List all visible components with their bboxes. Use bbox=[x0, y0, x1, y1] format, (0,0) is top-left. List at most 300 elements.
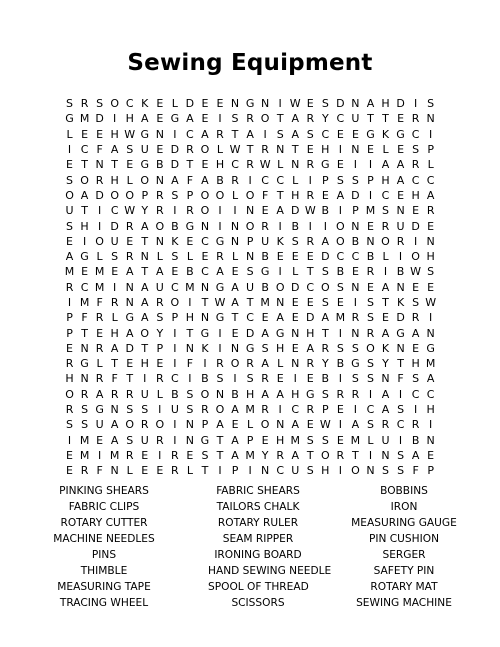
grid-letter[interactable]: A bbox=[231, 448, 239, 462]
grid-letter[interactable]: M bbox=[260, 296, 270, 309]
grid-letter[interactable]: C bbox=[186, 127, 194, 141]
grid-letter[interactable]: R bbox=[246, 112, 254, 126]
grid-letter[interactable]: I bbox=[278, 219, 282, 233]
grid-letter[interactable]: S bbox=[366, 372, 374, 386]
grid-letter[interactable]: H bbox=[276, 341, 285, 355]
grid-letter[interactable]: A bbox=[110, 418, 119, 432]
grid-letter[interactable]: M bbox=[94, 265, 105, 279]
grid-letter[interactable]: F bbox=[186, 357, 194, 371]
grid-letter[interactable]: O bbox=[65, 387, 74, 401]
grid-letter[interactable]: E bbox=[171, 265, 179, 279]
grid-letter[interactable]: A bbox=[396, 173, 405, 187]
grid-letter[interactable]: H bbox=[140, 357, 149, 371]
grid-letter[interactable]: B bbox=[366, 250, 375, 264]
grid-letter[interactable]: E bbox=[291, 296, 299, 309]
grid-letter[interactable]: A bbox=[306, 341, 315, 355]
grid-letter[interactable]: O bbox=[155, 219, 165, 233]
grid-letter[interactable]: I bbox=[97, 448, 102, 462]
grid-letter[interactable]: I bbox=[368, 448, 373, 462]
grid-letter[interactable]: M bbox=[290, 433, 300, 447]
grid-letter[interactable]: N bbox=[185, 418, 195, 432]
grid-letter[interactable]: N bbox=[125, 296, 134, 309]
grid-letter[interactable]: N bbox=[200, 311, 210, 325]
grid-letter[interactable]: B bbox=[261, 280, 269, 294]
grid-letter[interactable]: I bbox=[173, 433, 177, 447]
grid-letter[interactable]: Y bbox=[321, 112, 329, 126]
grid-letter[interactable]: S bbox=[186, 387, 194, 401]
grid-letter[interactable]: D bbox=[185, 97, 195, 111]
grid-letter[interactable]: S bbox=[66, 97, 74, 111]
grid-letter[interactable]: R bbox=[261, 403, 269, 417]
grid-letter[interactable]: R bbox=[186, 204, 194, 218]
grid-letter[interactable]: O bbox=[215, 188, 225, 202]
grid-letter[interactable]: P bbox=[66, 311, 73, 325]
grid-letter[interactable]: N bbox=[276, 143, 285, 157]
grid-letter[interactable]: R bbox=[366, 265, 375, 279]
grid-letter[interactable]: E bbox=[261, 204, 269, 218]
grid-letter[interactable]: E bbox=[261, 311, 269, 325]
grid-letter[interactable]: L bbox=[96, 357, 103, 371]
grid-letter[interactable]: O bbox=[351, 464, 360, 478]
grid-letter[interactable]: T bbox=[231, 127, 239, 141]
grid-letter[interactable]: H bbox=[381, 97, 390, 111]
grid-letter[interactable]: I bbox=[218, 219, 222, 233]
grid-letter[interactable]: R bbox=[65, 403, 74, 417]
grid-letter[interactable]: S bbox=[81, 418, 89, 432]
grid-letter[interactable]: R bbox=[95, 372, 104, 386]
grid-letter[interactable]: I bbox=[278, 97, 282, 111]
grid-letter[interactable]: R bbox=[381, 418, 390, 432]
grid-letter[interactable]: H bbox=[411, 357, 420, 371]
grid-letter[interactable]: O bbox=[80, 173, 89, 187]
grid-letter[interactable]: D bbox=[396, 311, 405, 325]
grid-letter[interactable]: G bbox=[321, 158, 330, 172]
grid-letter[interactable]: I bbox=[263, 127, 267, 141]
grid-letter[interactable]: B bbox=[321, 372, 330, 386]
grid-letter[interactable]: R bbox=[306, 188, 315, 202]
grid-letter[interactable]: U bbox=[155, 280, 164, 294]
grid-letter[interactable]: E bbox=[366, 143, 374, 157]
grid-letter[interactable]: C bbox=[411, 387, 420, 401]
grid-letter[interactable]: E bbox=[412, 204, 420, 218]
grid-letter[interactable]: C bbox=[246, 311, 254, 325]
grid-letter[interactable]: S bbox=[382, 464, 389, 478]
grid-letter[interactable]: E bbox=[201, 158, 209, 172]
grid-letter[interactable]: U bbox=[140, 387, 149, 401]
grid-letter[interactable]: M bbox=[350, 433, 361, 447]
grid-letter[interactable]: G bbox=[200, 433, 210, 447]
grid-letter[interactable]: S bbox=[366, 418, 374, 432]
grid-letter[interactable]: S bbox=[412, 143, 420, 157]
grid-letter[interactable]: E bbox=[96, 433, 104, 447]
grid-letter[interactable]: R bbox=[261, 372, 269, 386]
grid-letter[interactable]: L bbox=[96, 250, 103, 264]
grid-letter[interactable]: C bbox=[201, 265, 209, 279]
grid-letter[interactable]: S bbox=[66, 173, 74, 187]
grid-letter[interactable]: N bbox=[185, 433, 195, 447]
grid-letter[interactable]: E bbox=[336, 403, 344, 417]
grid-letter[interactable]: H bbox=[185, 311, 195, 325]
grid-letter[interactable]: U bbox=[351, 112, 360, 126]
grid-letter[interactable]: S bbox=[336, 173, 344, 187]
grid-letter[interactable]: Y bbox=[156, 326, 164, 340]
grid-letter[interactable]: A bbox=[291, 127, 299, 141]
grid-letter[interactable]: I bbox=[218, 341, 222, 355]
grid-letter[interactable]: M bbox=[79, 112, 90, 126]
grid-letter[interactable]: R bbox=[216, 250, 224, 264]
grid-letter[interactable]: S bbox=[351, 173, 359, 187]
grid-letter[interactable]: S bbox=[291, 234, 299, 248]
grid-letter[interactable]: M bbox=[94, 280, 105, 294]
grid-letter[interactable]: T bbox=[382, 112, 389, 126]
grid-letter[interactable]: S bbox=[81, 403, 89, 417]
grid-letter[interactable]: S bbox=[427, 97, 435, 111]
grid-letter[interactable]: I bbox=[368, 158, 373, 172]
grid-letter[interactable]: A bbox=[140, 112, 149, 126]
grid-letter[interactable]: N bbox=[200, 280, 210, 294]
grid-letter[interactable]: M bbox=[64, 265, 75, 279]
grid-letter[interactable]: L bbox=[382, 250, 389, 264]
grid-letter[interactable]: Y bbox=[261, 448, 269, 462]
grid-letter[interactable]: A bbox=[351, 418, 360, 432]
grid-letter[interactable]: A bbox=[291, 418, 299, 432]
grid-letter[interactable]: T bbox=[141, 265, 149, 279]
grid-letter[interactable]: N bbox=[276, 296, 285, 309]
grid-letter[interactable]: P bbox=[352, 204, 359, 218]
grid-letter[interactable]: T bbox=[81, 204, 88, 218]
grid-letter[interactable]: N bbox=[155, 127, 164, 141]
grid-letter[interactable]: B bbox=[321, 204, 330, 218]
grid-letter[interactable]: P bbox=[156, 341, 164, 355]
grid-letter[interactable]: L bbox=[292, 173, 299, 187]
grid-letter[interactable]: L bbox=[277, 158, 284, 172]
grid-letter[interactable]: N bbox=[426, 433, 435, 447]
grid-letter[interactable]: O bbox=[170, 296, 180, 309]
grid-letter[interactable]: N bbox=[426, 112, 435, 126]
grid-letter[interactable]: H bbox=[110, 326, 119, 340]
grid-letter[interactable]: S bbox=[141, 403, 149, 417]
grid-letter[interactable]: G bbox=[426, 341, 435, 355]
grid-letter[interactable]: U bbox=[246, 280, 255, 294]
grid-letter[interactable]: E bbox=[306, 418, 314, 432]
grid-letter[interactable]: N bbox=[426, 326, 435, 340]
grid-letter[interactable]: R bbox=[231, 173, 239, 187]
grid-letter[interactable]: P bbox=[246, 433, 254, 447]
grid-letter[interactable]: O bbox=[245, 188, 255, 202]
grid-letter[interactable]: A bbox=[291, 112, 299, 126]
grid-letter[interactable]: T bbox=[352, 448, 359, 462]
grid-letter[interactable]: B bbox=[396, 265, 405, 279]
grid-letter[interactable]: E bbox=[336, 127, 344, 141]
grid-letter[interactable]: I bbox=[398, 250, 403, 264]
grid-letter[interactable]: S bbox=[412, 296, 420, 309]
grid-letter[interactable]: R bbox=[261, 219, 269, 233]
grid-letter[interactable]: S bbox=[231, 112, 239, 126]
grid-letter[interactable]: S bbox=[397, 464, 405, 478]
grid-letter[interactable]: H bbox=[381, 173, 390, 187]
grid-letter[interactable]: R bbox=[155, 372, 164, 386]
grid-letter[interactable]: M bbox=[365, 204, 376, 218]
grid-letter[interactable]: C bbox=[366, 403, 375, 417]
grid-letter[interactable]: R bbox=[95, 341, 104, 355]
grid-letter[interactable]: L bbox=[186, 464, 193, 478]
grid-letter[interactable]: A bbox=[366, 97, 375, 111]
grid-letter[interactable]: O bbox=[155, 418, 165, 432]
grid-letter[interactable]: C bbox=[125, 97, 134, 111]
grid-letter[interactable]: I bbox=[383, 265, 388, 279]
grid-letter[interactable]: O bbox=[95, 234, 104, 248]
grid-letter[interactable]: S bbox=[126, 143, 134, 157]
grid-letter[interactable]: B bbox=[291, 219, 299, 233]
grid-letter[interactable]: A bbox=[261, 357, 269, 371]
grid-letter[interactable]: S bbox=[171, 250, 179, 264]
grid-letter[interactable]: K bbox=[381, 127, 390, 141]
grid-letter[interactable]: E bbox=[156, 143, 164, 157]
grid-letter[interactable]: D bbox=[95, 188, 104, 202]
grid-letter[interactable]: R bbox=[201, 403, 209, 417]
grid-letter[interactable]: Y bbox=[382, 357, 389, 371]
grid-letter[interactable]: I bbox=[368, 387, 373, 401]
grid-letter[interactable]: I bbox=[338, 143, 342, 157]
grid-letter[interactable]: O bbox=[110, 97, 119, 111]
grid-letter[interactable]: O bbox=[140, 326, 150, 340]
grid-letter[interactable]: E bbox=[291, 250, 299, 264]
grid-letter[interactable]: L bbox=[277, 357, 284, 371]
grid-letter[interactable]: T bbox=[306, 265, 314, 279]
grid-letter[interactable]: S bbox=[66, 418, 74, 432]
grid-letter[interactable]: I bbox=[429, 311, 433, 325]
grid-letter[interactable]: I bbox=[233, 372, 237, 386]
grid-letter[interactable]: E bbox=[306, 97, 314, 111]
grid-letter[interactable]: C bbox=[336, 112, 345, 126]
grid-letter[interactable]: C bbox=[351, 250, 360, 264]
grid-letter[interactable]: R bbox=[171, 448, 179, 462]
grid-letter[interactable]: E bbox=[261, 433, 269, 447]
grid-letter[interactable]: I bbox=[398, 433, 403, 447]
grid-letter[interactable]: I bbox=[338, 418, 342, 432]
grid-letter[interactable]: B bbox=[351, 234, 360, 248]
grid-letter[interactable]: P bbox=[427, 143, 434, 157]
grid-letter[interactable]: I bbox=[218, 112, 222, 126]
grid-letter[interactable]: N bbox=[396, 280, 405, 294]
grid-letter[interactable]: R bbox=[216, 127, 224, 141]
grid-letter[interactable]: N bbox=[80, 372, 89, 386]
grid-letter[interactable]: A bbox=[156, 265, 164, 279]
grid-letter[interactable]: L bbox=[367, 433, 374, 447]
grid-letter[interactable]: E bbox=[156, 97, 164, 111]
grid-letter[interactable]: E bbox=[96, 127, 104, 141]
grid-letter[interactable]: I bbox=[413, 234, 418, 248]
grid-letter[interactable]: C bbox=[201, 234, 209, 248]
grid-letter[interactable]: C bbox=[231, 158, 239, 172]
grid-letter[interactable]: E bbox=[126, 357, 134, 371]
grid-letter[interactable]: I bbox=[203, 357, 207, 371]
grid-letter[interactable]: T bbox=[126, 372, 134, 386]
grid-letter[interactable]: P bbox=[367, 173, 374, 187]
grid-letter[interactable]: N bbox=[381, 372, 390, 386]
grid-letter[interactable]: R bbox=[261, 143, 269, 157]
grid-letter[interactable]: C bbox=[396, 418, 405, 432]
grid-letter[interactable]: H bbox=[215, 158, 225, 172]
grid-letter[interactable]: L bbox=[427, 158, 434, 172]
grid-letter[interactable]: O bbox=[125, 418, 135, 432]
grid-letter[interactable]: O bbox=[65, 188, 74, 202]
grid-letter[interactable]: O bbox=[260, 418, 270, 432]
grid-letter[interactable]: R bbox=[95, 173, 104, 187]
grid-letter[interactable]: R bbox=[125, 448, 134, 462]
grid-letter[interactable]: N bbox=[155, 173, 164, 187]
grid-letter[interactable]: A bbox=[381, 387, 390, 401]
grid-letter[interactable]: H bbox=[321, 464, 330, 478]
grid-letter[interactable]: S bbox=[306, 464, 314, 478]
grid-letter[interactable]: E bbox=[96, 326, 104, 340]
grid-letter[interactable]: A bbox=[291, 448, 299, 462]
grid-letter[interactable]: R bbox=[125, 219, 134, 233]
grid-letter[interactable]: E bbox=[382, 311, 389, 325]
grid-letter[interactable]: F bbox=[96, 143, 103, 157]
grid-letter[interactable]: H bbox=[110, 173, 119, 187]
grid-letter[interactable]: P bbox=[141, 188, 149, 202]
grid-letter[interactable]: B bbox=[216, 173, 224, 187]
grid-letter[interactable]: D bbox=[321, 250, 330, 264]
grid-letter[interactable]: I bbox=[368, 188, 373, 202]
grid-letter[interactable]: A bbox=[140, 296, 149, 309]
grid-letter[interactable]: H bbox=[426, 403, 435, 417]
grid-letter[interactable]: A bbox=[246, 127, 254, 141]
grid-letter[interactable]: R bbox=[366, 326, 375, 340]
grid-letter[interactable]: D bbox=[110, 219, 119, 233]
grid-letter[interactable]: E bbox=[141, 464, 149, 478]
grid-letter[interactable]: I bbox=[398, 387, 403, 401]
grid-letter[interactable]: H bbox=[411, 188, 420, 202]
grid-letter[interactable]: C bbox=[171, 280, 179, 294]
grid-letter[interactable]: G bbox=[170, 112, 180, 126]
grid-letter[interactable]: N bbox=[155, 234, 164, 248]
grid-letter[interactable]: H bbox=[80, 219, 89, 233]
grid-letter[interactable]: R bbox=[246, 158, 254, 172]
grid-letter[interactable]: O bbox=[366, 341, 375, 355]
grid-letter[interactable]: F bbox=[96, 464, 103, 478]
grid-letter[interactable]: A bbox=[261, 326, 269, 340]
grid-letter[interactable]: O bbox=[260, 112, 270, 126]
grid-letter[interactable]: A bbox=[381, 158, 390, 172]
grid-letter[interactable]: A bbox=[140, 311, 149, 325]
grid-letter[interactable]: W bbox=[304, 204, 316, 218]
grid-letter[interactable]: A bbox=[336, 188, 345, 202]
grid-letter[interactable]: R bbox=[95, 311, 104, 325]
grid-letter[interactable]: E bbox=[231, 418, 239, 432]
grid-letter[interactable]: E bbox=[201, 112, 209, 126]
grid-letter[interactable]: N bbox=[95, 158, 104, 172]
grid-letter[interactable]: I bbox=[248, 464, 252, 478]
grid-letter[interactable]: S bbox=[321, 387, 329, 401]
grid-letter[interactable]: G bbox=[215, 280, 225, 294]
grid-letter[interactable]: R bbox=[411, 158, 420, 172]
grid-letter[interactable]: C bbox=[306, 280, 315, 294]
grid-letter[interactable]: G bbox=[185, 219, 195, 233]
grid-letter[interactable]: E bbox=[231, 326, 239, 340]
grid-letter[interactable]: O bbox=[215, 403, 225, 417]
grid-letter[interactable]: R bbox=[396, 234, 405, 248]
grid-letter[interactable]: O bbox=[230, 357, 240, 371]
grid-letter[interactable]: L bbox=[111, 311, 118, 325]
grid-letter[interactable]: N bbox=[351, 280, 360, 294]
grid-letter[interactable]: I bbox=[323, 219, 327, 233]
grid-letter[interactable]: D bbox=[306, 311, 315, 325]
grid-letter[interactable]: S bbox=[321, 97, 329, 111]
grid-letter[interactable]: U bbox=[396, 219, 405, 233]
grid-letter[interactable]: I bbox=[338, 464, 342, 478]
grid-letter[interactable]: N bbox=[276, 418, 285, 432]
grid-letter[interactable]: L bbox=[126, 464, 133, 478]
grid-letter[interactable]: K bbox=[276, 234, 284, 248]
grid-letter[interactable]: L bbox=[126, 173, 133, 187]
grid-letter[interactable]: A bbox=[216, 265, 224, 279]
grid-letter[interactable]: I bbox=[158, 448, 162, 462]
grid-letter[interactable]: B bbox=[171, 387, 179, 401]
grid-letter[interactable]: G bbox=[245, 97, 255, 111]
grid-letter[interactable]: E bbox=[156, 112, 164, 126]
grid-letter[interactable]: C bbox=[426, 387, 435, 401]
grid-letter[interactable]: K bbox=[141, 97, 149, 111]
grid-letter[interactable]: S bbox=[66, 219, 74, 233]
grid-letter[interactable]: A bbox=[426, 372, 435, 386]
grid-letter[interactable]: C bbox=[110, 204, 119, 218]
grid-letter[interactable]: S bbox=[397, 448, 405, 462]
grid-letter[interactable]: A bbox=[276, 311, 284, 325]
grid-letter[interactable]: C bbox=[321, 127, 330, 141]
grid-letter[interactable]: O bbox=[200, 387, 210, 401]
grid-letter[interactable]: E bbox=[336, 296, 344, 309]
grid-letter[interactable]: D bbox=[125, 341, 134, 355]
grid-letter[interactable]: W bbox=[124, 127, 136, 141]
grid-letter[interactable]: H bbox=[426, 250, 435, 264]
grid-letter[interactable]: K bbox=[396, 296, 405, 309]
grid-letter[interactable]: U bbox=[381, 433, 390, 447]
grid-letter[interactable]: I bbox=[173, 357, 177, 371]
grid-letter[interactable]: S bbox=[351, 341, 359, 355]
grid-letter[interactable]: M bbox=[185, 280, 195, 294]
grid-letter[interactable]: A bbox=[231, 296, 239, 309]
grid-letter[interactable]: L bbox=[247, 418, 254, 432]
grid-letter[interactable]: E bbox=[126, 234, 134, 248]
grid-letter[interactable]: E bbox=[156, 357, 164, 371]
grid-letter[interactable]: E bbox=[81, 265, 89, 279]
grid-letter[interactable]: O bbox=[245, 219, 255, 233]
grid-letter[interactable]: I bbox=[338, 372, 342, 386]
grid-letter[interactable]: P bbox=[322, 403, 329, 417]
grid-letter[interactable]: P bbox=[171, 311, 179, 325]
grid-letter[interactable]: T bbox=[246, 143, 254, 157]
grid-letter[interactable]: S bbox=[126, 403, 134, 417]
grid-letter[interactable]: E bbox=[66, 464, 73, 478]
grid-letter[interactable]: S bbox=[306, 433, 314, 447]
grid-letter[interactable]: E bbox=[111, 265, 119, 279]
grid-letter[interactable]: T bbox=[367, 112, 374, 126]
grid-letter[interactable]: H bbox=[110, 127, 119, 141]
grid-letter[interactable]: O bbox=[411, 250, 420, 264]
grid-letter[interactable]: O bbox=[320, 448, 330, 462]
grid-letter[interactable]: G bbox=[396, 127, 405, 141]
grid-letter[interactable]: D bbox=[290, 204, 300, 218]
grid-letter[interactable]: I bbox=[97, 204, 102, 218]
grid-letter[interactable]: A bbox=[201, 173, 209, 187]
grid-letter[interactable]: I bbox=[413, 403, 418, 417]
grid-letter[interactable]: B bbox=[231, 387, 239, 401]
grid-letter[interactable]: E bbox=[216, 97, 224, 111]
grid-letter[interactable]: I bbox=[353, 296, 358, 309]
grid-letter[interactable]: N bbox=[80, 341, 89, 355]
